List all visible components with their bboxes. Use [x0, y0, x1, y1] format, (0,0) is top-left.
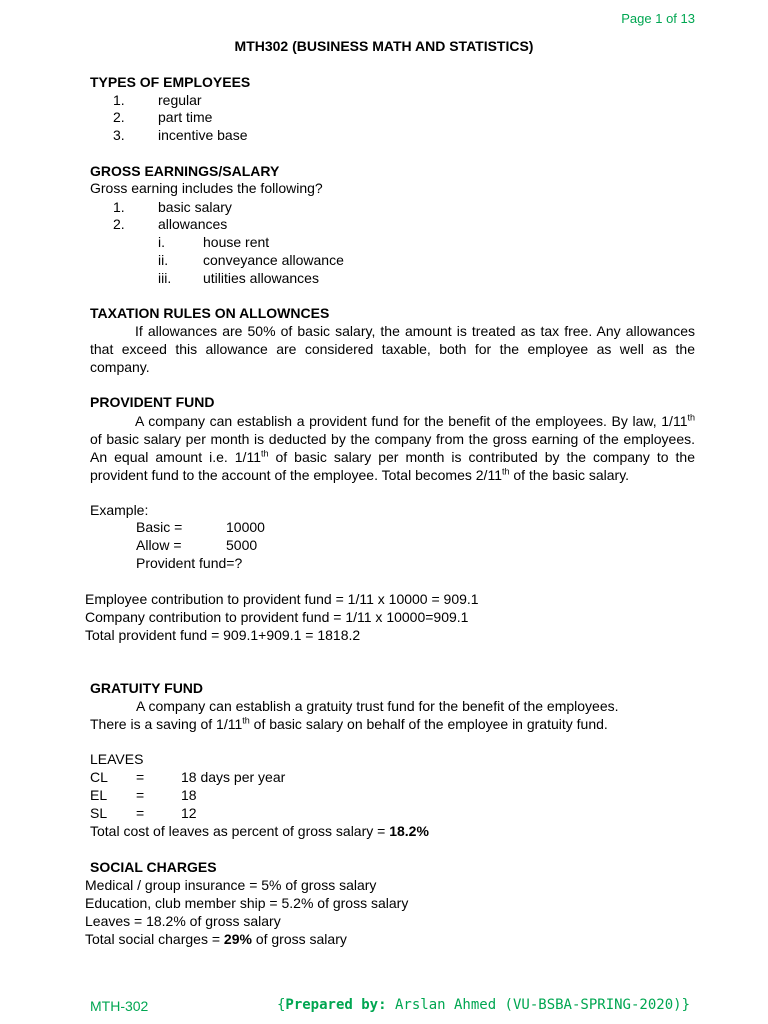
gross-heading: GROSS EARNINGS/SALARY: [90, 163, 280, 179]
gratuity-heading: GRATUITY FUND: [90, 680, 204, 696]
list-item-number: 3.: [113, 127, 125, 143]
leave-value: 18: [181, 787, 197, 803]
list-item-number: 2.: [113, 109, 125, 125]
sublist-item-number: ii.: [158, 252, 169, 268]
sublist-item-number: iii.: [158, 270, 172, 286]
leave-equals: =: [136, 787, 145, 803]
list-item: incentive base: [158, 127, 248, 143]
taxation-heading: TAXATION RULES ON ALLOWNCES: [90, 305, 330, 321]
footer-prepared-by: {Prepared by: Arslan Ahmed (VU-BSBA-SPRING-2020)}: [276, 997, 690, 1013]
social-heading: SOCIAL CHARGES: [90, 859, 217, 875]
calc-line: Total provident fund = 909.1+909.1 = 1818.2: [85, 627, 361, 643]
social-total: Total social charges = 29% of gross salary: [85, 931, 347, 947]
social-line: Medical / group insurance = 5% of gross salary: [85, 877, 377, 893]
gross-intro: Gross earning includes the following?: [90, 180, 323, 196]
sublist-item: house rent: [203, 234, 270, 250]
taxation-paragraph: If allowances are 50% of basic salary, the amount is treated as tax free. Any allowances that exceed this allowance are considered taxable, both for the employee as well as the company.: [90, 323, 695, 375]
leave-equals: =: [136, 769, 145, 785]
leaves-heading: LEAVES: [90, 751, 144, 767]
list-item: part time: [158, 109, 213, 125]
calc-line: Company contribution to provident fund = 1/11 x 10000=909.1: [85, 609, 469, 625]
calc-line: Employee contribution to provident fund = 1/11 x 10000 = 909.1: [85, 591, 479, 607]
basic-label: Basic =: [136, 519, 183, 535]
page-number: Page 1 of 13: [621, 11, 695, 26]
gratuity-line: A company can establish a gratuity trust fund for the benefit of the employees.: [136, 698, 619, 714]
sublist-item: utilities allowances: [203, 270, 319, 286]
allow-value: 5000: [226, 537, 258, 553]
social-line: Education, club member ship = 5.2% of gross salary: [85, 895, 409, 911]
leave-code: CL: [90, 769, 108, 785]
leave-equals: =: [136, 805, 145, 821]
document-title: MTH302 (BUSINESS MATH AND STATISTICS): [234, 38, 534, 54]
provident-paragraph: A company can establish a provident fund for the benefit of the employees. By law, 1/11th of basic salary per month is deducted by the company from the gross earning of the employees. An equal amount i.e. 1/11th of basic salary per month is contributed by the company to the provident fund to the account of the employee. Total becomes 2/11th of the basic salary.: [90, 412, 695, 483]
types-heading: TYPES OF EMPLOYEES: [90, 74, 251, 90]
provident-heading: PROVIDENT FUND: [90, 394, 215, 410]
provident-question: Provident fund=?: [136, 555, 243, 571]
footer-course-code: MTH-302: [90, 998, 149, 1014]
leave-value: 18 days per year: [181, 769, 286, 785]
allow-label: Allow =: [136, 537, 182, 553]
list-item-number: 1.: [113, 199, 125, 215]
social-line: Leaves = 18.2% of gross salary: [85, 913, 281, 929]
leave-code: EL: [90, 787, 108, 803]
leave-code: SL: [90, 805, 108, 821]
list-item: allowances: [158, 216, 228, 232]
sublist-item: conveyance allowance: [203, 252, 344, 268]
leaves-total: Total cost of leaves as percent of gross salary = 18.2%: [90, 823, 429, 839]
list-item-number: 1.: [113, 92, 125, 108]
list-item-number: 2.: [113, 216, 125, 232]
gratuity-line: There is a saving of 1/11th of basic salary on behalf of the employee in gratuity fund.: [90, 715, 608, 732]
example-label: Example:: [90, 502, 149, 518]
leave-value: 12: [181, 805, 197, 821]
sublist-item-number: i.: [158, 234, 165, 250]
list-item: regular: [158, 92, 202, 108]
basic-value: 10000: [226, 519, 265, 535]
list-item: basic salary: [158, 199, 232, 215]
